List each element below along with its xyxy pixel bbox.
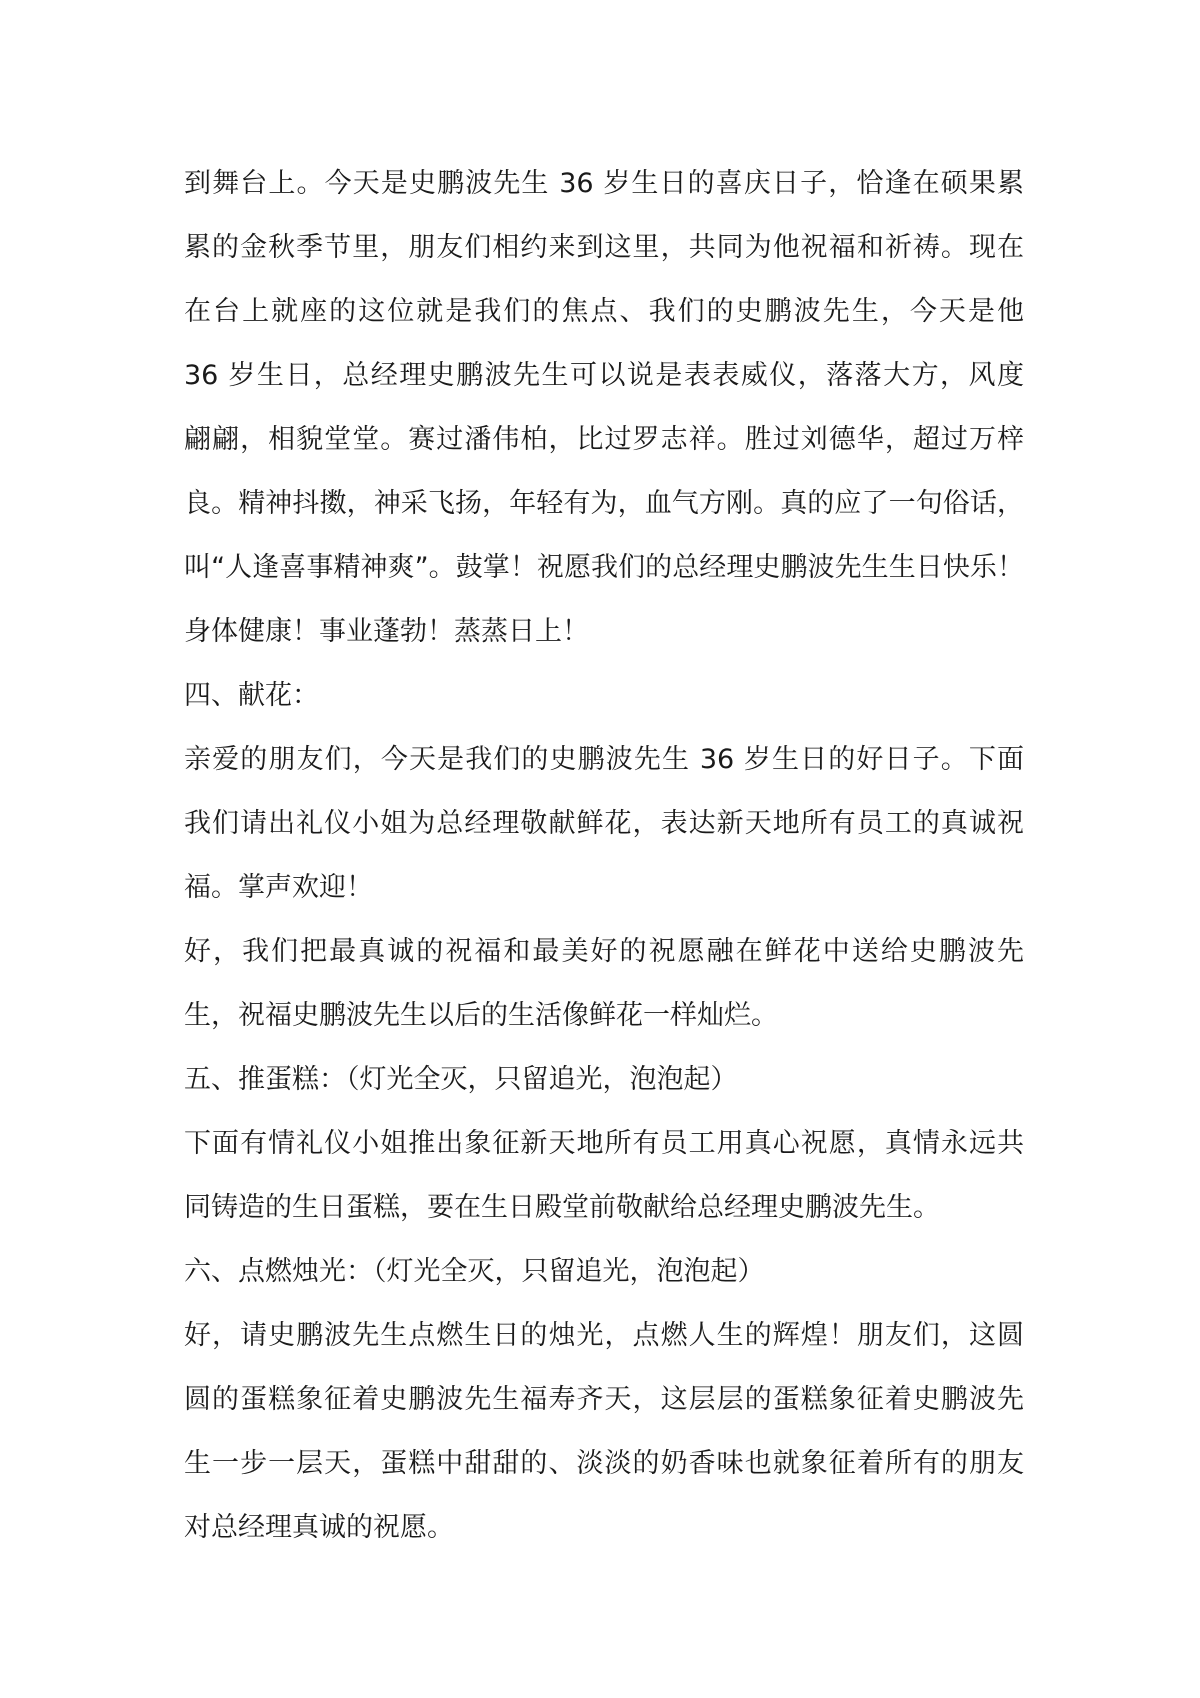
text-line: 在台上就座的这位就是我们的焦点、我们的史鹏波先生，今天是他 — [184, 296, 1024, 327]
text-line: 生一步一层天，蛋糕中甜甜的、淡淡的奶香味也就象征着所有的朋友 — [184, 1448, 1024, 1479]
text-line: 对总经理真诚的祝愿。 — [184, 1512, 454, 1543]
text-line: 36 岁生日，总经理史鹏波先生可以说是表表威仪，落落大方，风度 — [184, 360, 1024, 391]
text-line: 我们请出礼仪小姐为总经理敬献鲜花，表达新天地所有员工的真诚祝 — [184, 808, 1024, 839]
text-line: 福。掌声欢迎！ — [184, 872, 373, 903]
section-heading: 六、点燃烛光：（灯光全灭，只留追光，泡泡起） — [184, 1256, 765, 1287]
text-line: 良。精神抖擞，神采飞扬，年轻有为，血气方刚。真的应了一句俗话， — [184, 488, 1024, 519]
section-heading: 五、推蛋糕：（灯光全灭，只留追光，泡泡起） — [184, 1064, 738, 1095]
text-line: 生，祝福史鹏波先生以后的生活像鲜花一样灿烂。 — [184, 1000, 778, 1031]
text-line: 翩翩，相貌堂堂。赛过潘伟柏，比过罗志祥。胜过刘德华，超过万梓 — [184, 424, 1024, 455]
text-line: 身体健康！事业蓬勃！蒸蒸日上！ — [184, 616, 589, 647]
text-line: 累的金秋季节里，朋友们相约来到这里，共同为他祝福和祈祷。现在 — [184, 232, 1024, 263]
text-line: 好，请史鹏波先生点燃生日的烛光，点燃人生的辉煌！朋友们，这圆 — [184, 1320, 1024, 1351]
text-line: 到舞台上。今天是史鹏波先生 36 岁生日的喜庆日子，恰逢在硕果累 — [184, 168, 1024, 199]
text-line: 圆的蛋糕象征着史鹏波先生福寿齐天，这层层的蛋糕象征着史鹏波先 — [184, 1384, 1024, 1415]
text-line: 亲爱的朋友们，今天是我们的史鹏波先生 36 岁生日的好日子。下面 — [184, 744, 1024, 775]
text-line: 好，我们把最真诚的祝福和最美好的祝愿融在鲜花中送给史鹏波先 — [184, 936, 1024, 967]
text-line: 叫“人逢喜事精神爽”。鼓掌！祝愿我们的总经理史鹏波先生生日快乐！ — [184, 552, 1024, 583]
section-heading: 四、献花： — [184, 680, 319, 711]
document-body — [184, 152, 1024, 1560]
text-line: 同铸造的生日蛋糕，要在生日殿堂前敬献给总经理史鹏波先生。 — [184, 1192, 940, 1223]
text-line: 下面有情礼仪小姐推出象征新天地所有员工用真心祝愿，真情永远共 — [184, 1128, 1024, 1159]
